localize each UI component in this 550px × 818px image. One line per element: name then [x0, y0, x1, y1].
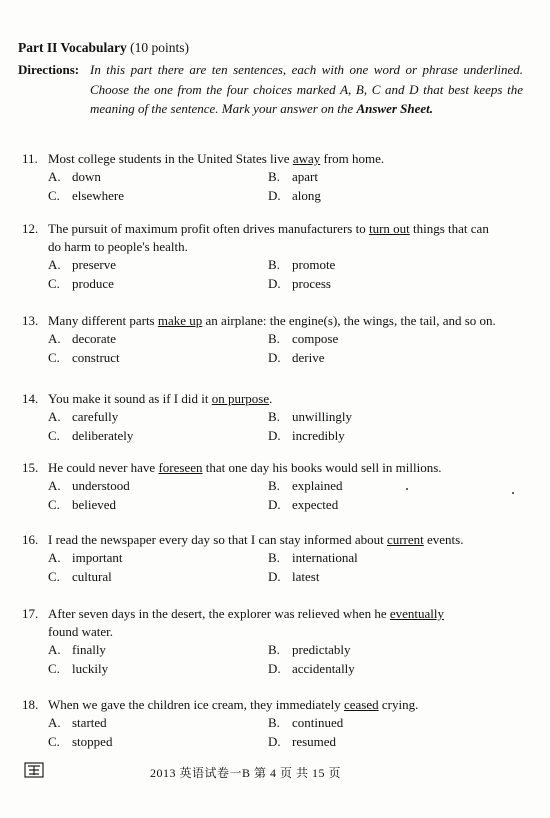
question-stem: [22, 459, 522, 477]
question-item: [22, 605, 522, 679]
answer-option[interactable]: [48, 641, 106, 659]
stem-text-before: I read the newspaper every day so that I can stay informed about: [48, 532, 387, 547]
option-letter: A.: [48, 642, 61, 657]
answer-option[interactable]: [48, 477, 130, 495]
question-stem: [22, 390, 522, 408]
underlined-target: away: [292, 151, 321, 166]
option-text: believed: [72, 497, 117, 512]
question-number: 11.: [22, 151, 38, 166]
underlined-target: make up: [157, 313, 203, 328]
option-text: finally: [72, 642, 106, 657]
option-letter: C.: [48, 188, 60, 203]
option-text: elsewhere: [72, 188, 124, 203]
option-grid: [48, 549, 522, 587]
question-stem: [22, 531, 522, 549]
question-stem: [22, 312, 522, 330]
option-letter: A.: [48, 715, 61, 730]
part-points: (10 points): [130, 40, 190, 55]
answer-option[interactable]: [268, 187, 321, 205]
answer-option[interactable]: [48, 256, 116, 274]
answer-option[interactable]: [268, 168, 318, 186]
option-letter: D.: [268, 276, 281, 291]
answer-option[interactable]: [268, 568, 319, 586]
answer-option[interactable]: [48, 330, 116, 348]
option-text: accidentally: [292, 661, 355, 676]
option-text: understood: [72, 478, 130, 493]
option-letter: B.: [268, 478, 280, 493]
stem-text-before: He could never have: [48, 460, 159, 475]
stem-text-after: events.: [423, 532, 464, 547]
question-number: 12.: [22, 221, 39, 236]
option-text: along: [292, 188, 321, 203]
page-footer: [0, 762, 550, 782]
option-letter: B.: [268, 715, 280, 730]
question-stem: [22, 150, 522, 168]
answer-option[interactable]: [268, 714, 343, 732]
question-item: [22, 696, 522, 752]
option-letter: C.: [48, 569, 60, 584]
option-letter: C.: [48, 350, 60, 365]
option-letter: C.: [48, 428, 60, 443]
answer-option[interactable]: [268, 349, 324, 367]
directions-block: [18, 60, 523, 119]
underlined-target: foreseen: [158, 460, 203, 475]
stem-text-after: things that can: [409, 221, 489, 236]
option-letter: A.: [48, 409, 61, 424]
option-letter: A.: [48, 169, 61, 184]
option-text: derive: [292, 350, 325, 365]
question-item: [22, 390, 522, 446]
answer-option[interactable]: [48, 496, 116, 514]
option-letter: D.: [268, 428, 281, 443]
question-number: 14.: [22, 391, 39, 406]
stem-continuation: found water.: [48, 624, 113, 639]
option-letter: B.: [268, 257, 280, 272]
answer-option[interactable]: [268, 660, 355, 678]
answer-option[interactable]: [268, 549, 358, 567]
stem-text-before: Most college students in the United States live: [48, 151, 293, 166]
question-number: 17.: [22, 606, 39, 621]
option-text: important: [72, 550, 123, 565]
answer-option[interactable]: [268, 496, 338, 514]
answer-option[interactable]: [48, 568, 112, 586]
option-text: stopped: [72, 734, 113, 749]
option-text: compose: [292, 331, 339, 346]
option-text: construct: [72, 350, 120, 365]
option-grid: [48, 641, 522, 679]
option-letter: C.: [48, 497, 60, 512]
option-grid: [48, 477, 522, 515]
part-title: Part II Vocabulary: [18, 40, 127, 55]
option-letter: D.: [268, 569, 281, 584]
directions-text: [90, 60, 523, 119]
underlined-target: current: [386, 532, 424, 547]
option-letter: D.: [268, 188, 281, 203]
underlined-target: turn out: [368, 221, 410, 236]
option-text: explained: [292, 478, 343, 493]
question-stem: [22, 696, 522, 714]
option-text: cultural: [72, 569, 112, 584]
question-number: 15.: [22, 460, 39, 475]
answer-option[interactable]: [268, 256, 335, 274]
option-text: deliberately: [72, 428, 134, 443]
option-text: down: [72, 169, 101, 184]
stem-continuation: do harm to people's health.: [48, 239, 188, 254]
option-grid: [48, 330, 522, 368]
option-letter: A.: [48, 478, 61, 493]
underlined-target: on purpose: [211, 391, 270, 406]
answer-option[interactable]: [48, 660, 108, 678]
exam-logo-icon: [24, 762, 44, 778]
question-stem: [22, 605, 522, 623]
answer-option[interactable]: [268, 330, 338, 348]
answer-option[interactable]: [48, 187, 124, 205]
question-number: 13.: [22, 313, 39, 328]
stem-text-after: crying.: [378, 697, 419, 712]
option-text: latest: [292, 569, 320, 584]
question-item: [22, 531, 522, 587]
option-text: expected: [292, 497, 339, 512]
question-number: 18.: [22, 697, 39, 712]
option-text: process: [292, 276, 331, 291]
option-letter: D.: [268, 661, 281, 676]
stem-text-before: The pursuit of maximum profit often drives manufacturers to: [48, 221, 369, 236]
answer-option[interactable]: [48, 275, 114, 293]
question-item: [22, 312, 522, 368]
answer-option[interactable]: [268, 427, 345, 445]
option-text: apart: [292, 169, 318, 184]
option-text: luckily: [72, 661, 109, 676]
question-item: [22, 220, 522, 294]
option-text: carefully: [72, 409, 119, 424]
answer-option[interactable]: [268, 275, 331, 293]
option-letter: A.: [48, 550, 61, 565]
option-letter: A.: [48, 257, 61, 272]
answer-option[interactable]: [48, 168, 101, 186]
stem-text-before: Many different parts: [48, 313, 158, 328]
stem-text-after: .: [269, 391, 273, 406]
stem-text-after: that one day his books would sell in millions.: [202, 460, 442, 475]
option-grid: [48, 408, 522, 446]
answer-option[interactable]: [268, 733, 336, 751]
option-text: predictably: [292, 642, 351, 657]
option-letter: B.: [268, 331, 280, 346]
directions-body: In this part there are ten sentences, each with one word or phrase underlined. Choose the one from the four choices marked A, B, C and D that best keeps the meaning of the sentence. Mark your answer on the: [90, 62, 523, 116]
option-letter: C.: [48, 661, 60, 676]
footer-text: 2013 英语试卷一B 第 4 页 共 15 页: [150, 766, 342, 780]
scan-speck: [406, 488, 408, 490]
answer-option[interactable]: [268, 408, 352, 426]
scan-speck: [512, 492, 514, 494]
part-heading: [18, 40, 189, 56]
answer-option[interactable]: [268, 641, 350, 659]
option-letter: D.: [268, 350, 281, 365]
directions-label: Directions:: [18, 62, 80, 77]
answer-option[interactable]: [48, 549, 123, 567]
option-letter: D.: [268, 734, 281, 749]
option-text: continued: [292, 715, 344, 730]
option-text: unwillingly: [292, 409, 352, 424]
option-text: started: [72, 715, 107, 730]
answer-option[interactable]: [48, 349, 120, 367]
option-letter: C.: [48, 734, 60, 749]
stem-text-before: After seven days in the desert, the explorer was relieved when he: [48, 606, 390, 621]
answer-option[interactable]: [48, 427, 133, 445]
option-text: decorate: [72, 331, 117, 346]
option-text: promote: [292, 257, 336, 272]
option-letter: A.: [48, 331, 61, 346]
stem-text-before: You make it sound as if I did it: [48, 391, 212, 406]
option-letter: C.: [48, 276, 60, 291]
answer-option[interactable]: [268, 477, 343, 495]
option-text: preserve: [72, 257, 117, 272]
option-text: incredibly: [292, 428, 345, 443]
option-text: resumed: [292, 734, 337, 749]
option-text: produce: [72, 276, 114, 291]
option-letter: B.: [268, 169, 280, 184]
option-letter: B.: [268, 409, 280, 424]
answer-option[interactable]: [48, 733, 112, 751]
answer-option[interactable]: [48, 714, 107, 732]
option-letter: B.: [268, 550, 280, 565]
stem-text-after: from home.: [320, 151, 385, 166]
option-letter: D.: [268, 497, 281, 512]
question-item: [22, 150, 522, 206]
stem-text-before: When we gave the children ice cream, they immediately: [48, 697, 344, 712]
option-grid: [48, 168, 522, 206]
answer-sheet-ref: Answer Sheet.: [356, 101, 434, 116]
underlined-target: ceased: [343, 697, 379, 712]
option-letter: B.: [268, 642, 280, 657]
option-grid: [48, 714, 522, 752]
option-grid: [48, 256, 522, 294]
question-item: [22, 459, 522, 515]
question-stem: [22, 220, 522, 238]
underlined-target: eventually: [389, 606, 444, 621]
question-number: 16.: [22, 532, 39, 547]
answer-option[interactable]: [48, 408, 118, 426]
stem-text-after: an airplane: the engine(s), the wings, the tail, and so on.: [202, 313, 496, 328]
option-text: international: [292, 550, 358, 565]
